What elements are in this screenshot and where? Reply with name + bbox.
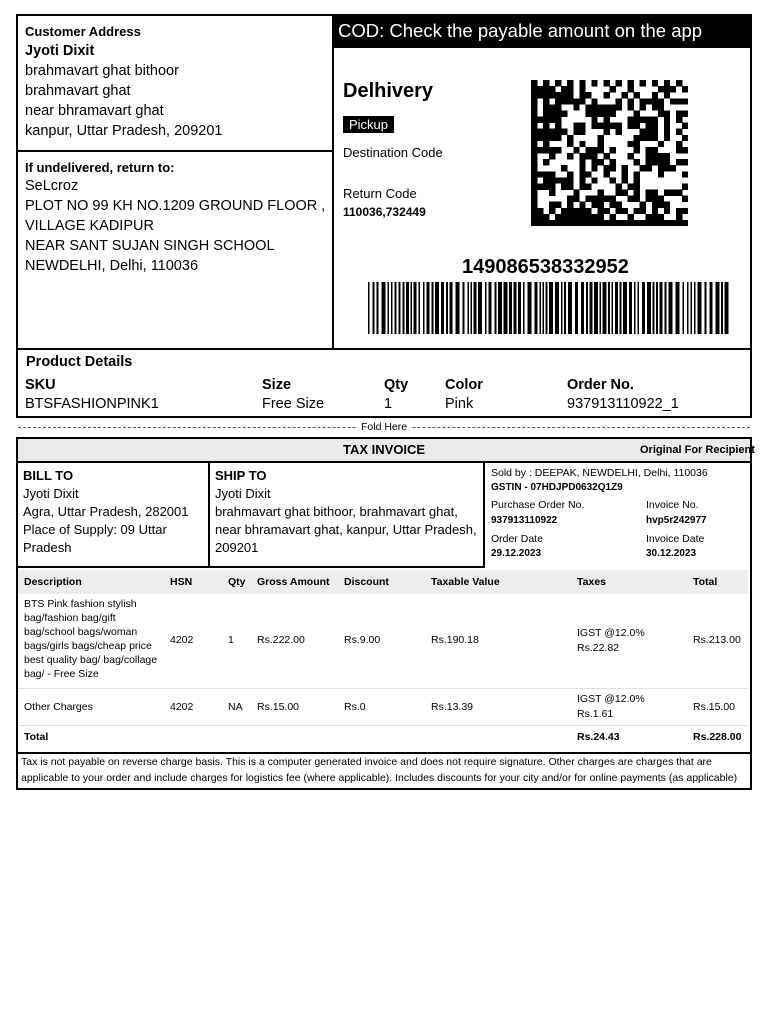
return-address-title: If undelivered, return to: [25,160,175,175]
qty-header: Qty [384,377,409,393]
size-value: Free Size [262,396,325,412]
row2-description: Other Charges [24,701,93,713]
return-address-block [16,150,334,350]
sku-header: SKU [25,377,56,393]
awb-number: 149086538332952 [462,256,629,278]
purchase-order-label: Purchase Order No. [491,499,585,511]
ship-to-line: near bhramavart ghat, kanpur, Uttar Pradesh, [215,522,477,537]
total-label: Total [24,731,49,743]
customer-address-line: brahmavart ghat [25,83,131,99]
bill-to-line: Place of Supply: 09 Uttar [23,522,167,537]
row1-description-line: bag/school bags/woman [24,626,138,638]
color-header: Color [445,377,483,393]
customer-address-line: kanpur, Uttar Pradesh, 209201 [25,123,223,139]
col-taxes: Taxes [577,576,606,588]
bill-to-line: Agra, Uttar Pradesh, 282001 [23,504,189,519]
row1-gross: Rs.222.00 [257,634,305,646]
bill-to-line: Pradesh [23,540,72,555]
total-amount: Rs.228.00 [693,731,742,743]
customer-address-line: brahmavart ghat bithoor [25,63,179,79]
row1-description-line: bags/girls bags/cheap price [24,640,152,652]
qr-code [531,80,688,226]
invoice-title: TAX INVOICE [343,442,426,457]
row1-taxable: Rs.190.18 [431,634,479,646]
customer-address-block [16,14,334,152]
row2-taxable: Rs.13.39 [431,701,474,713]
size-header: Size [262,377,292,393]
row2-tax-rate: IGST @12.0% [577,693,645,705]
row1-description-line: BTS Pink fashion stylish [24,598,137,610]
courier-name: Delhivery [343,80,434,102]
row1-hsn: 4202 [170,634,194,646]
return-address-line: NEWDELHI, Delhi, 110036 [25,258,199,274]
return-address-line: NEAR SANT SUJAN SINGH SCHOOL [25,238,275,254]
destination-code-label: Destination Code [343,145,443,160]
row1-description-line: best quality bag/ bag/collage [24,654,158,666]
ship-to-line: brahmavart ghat bithoor, brahmavart ghat, [215,504,458,519]
col-discount: Discount [344,576,389,588]
return-code-value: 110036,732449 [343,205,426,219]
col-taxable-value: Taxable Value [431,576,500,588]
row1-tax-amount: Rs.22.82 [577,642,620,654]
invoice-date-value: 30.12.2023 [646,548,697,559]
product-details-title: Product Details [26,354,133,370]
col-total: Total [693,576,718,588]
order-no-value: 937913110922_1 [567,396,679,412]
sold-by: Sold by : DEEPAK, NEWDELHI, Delhi, 110036 [491,467,708,479]
sku-value: BTSFASHIONPINK1 [25,396,159,412]
row-separator [18,725,748,726]
row1-qty: 1 [228,634,234,646]
row1-description-line: bag/fashion bag/gift [24,612,116,624]
seller-gstin: GSTIN - 07HDJPD0632Q1Z9 [491,482,623,493]
customer-address-line: near bhramavart ghat [25,103,164,119]
total-taxes: Rs.24.43 [577,731,620,743]
ship-to-line: Jyoti Dixit [215,486,271,501]
row-separator [18,688,748,689]
row2-total: Rs.15.00 [693,701,736,713]
return-address-line: PLOT NO 99 KH NO.1209 GROUND FLOOR , [25,198,326,214]
qty-value: 1 [384,396,393,412]
color-value: Pink [445,396,474,412]
row2-hsn: 4202 [170,701,194,713]
barcode [368,282,730,334]
fold-here-text: Fold Here [358,421,410,433]
return-address-line: SeLcroz [25,178,79,194]
row2-discount: Rs.0 [344,701,366,713]
invoice-date-label: Invoice Date [646,533,705,545]
footer-divider [18,752,750,754]
invoice-copy-label: Original For Recipient [640,444,755,456]
row1-description [24,597,157,681]
order-date-label: Order Date [491,533,543,545]
row1-tax-rate: IGST @12.0% [577,627,645,639]
bill-to-line: Jyoti Dixit [23,486,79,501]
order-no-header: Order No. [567,377,634,393]
return-address-line: VILLAGE KADIPUR [25,218,154,234]
col-qty: Qty [228,576,246,588]
customer-address-title: Customer Address [25,24,141,39]
invoice-no-label: Invoice No. [646,499,699,511]
invoice-footer-note: Tax is not payable on reverse charge basis. This is a computer generated invoice and does not require signature. Other charges are charges that are applicable to your order and include charges for logistics fee (where applicable). Includes discounts for your city and/or for online payments (as applicable) [21,756,738,784]
order-date-value: 29.12.2023 [491,548,542,559]
ship-to-line: 209201 [215,540,259,555]
purchase-order-value: 937913110922 [491,515,558,526]
row1-description-line: bag/ - Free Size [24,668,99,680]
customer-name: Jyoti Dixit [25,43,95,59]
col-hsn: HSN [170,576,193,588]
row2-gross: Rs.15.00 [257,701,300,713]
pickup-badge: Pickup [343,116,394,133]
label-right-border [750,14,752,350]
col-description: Description [24,576,82,588]
ship-to-title: SHIP TO [215,468,267,483]
row2-qty: NA [228,701,243,713]
invoice-no-value: hvp5r242977 [646,515,707,526]
row1-discount: Rs.9.00 [344,634,381,646]
bill-to-title: BILL TO [23,468,74,483]
return-code-label: Return Code [343,186,417,201]
col-gross-amount: Gross Amount [257,576,330,588]
cod-banner: COD: Check the payable amount on the app [334,14,752,48]
row2-tax-amount: Rs.1.61 [577,708,614,720]
row1-total: Rs.213.00 [693,634,741,646]
